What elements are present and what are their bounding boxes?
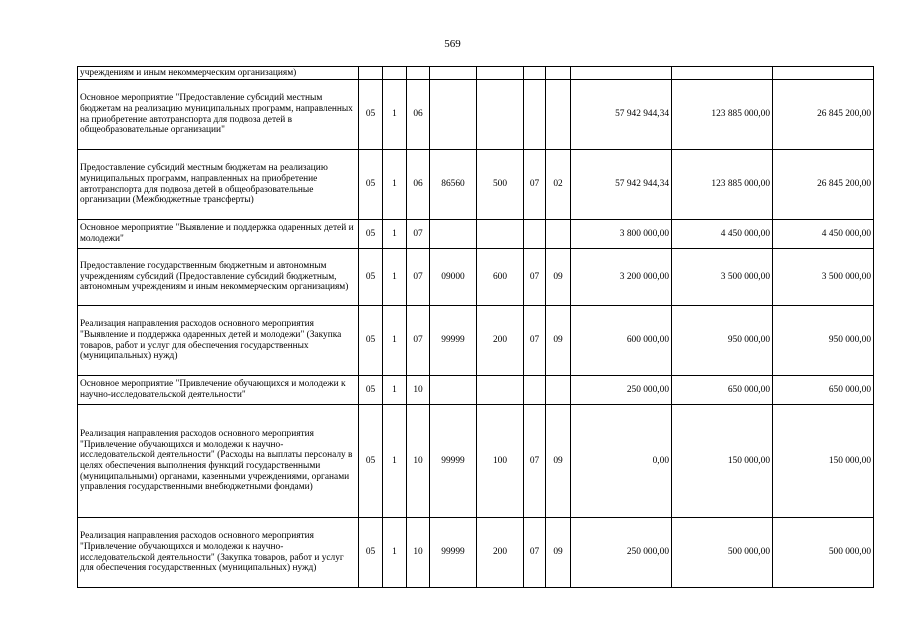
code-section: 07	[524, 405, 546, 518]
code-subsection	[546, 80, 571, 150]
code-activity: 06	[407, 80, 430, 150]
amount-year-1: 0,00	[571, 405, 672, 518]
amount-year-3	[773, 67, 874, 80]
code-subprogram: 1	[383, 150, 407, 220]
code-subsection	[546, 67, 571, 80]
table-row	[78, 67, 874, 80]
code-expense-type: 200	[477, 306, 524, 376]
code-activity: 07	[407, 249, 430, 306]
amount-year-2: 500 000,00	[672, 518, 773, 588]
code-subprogram: 1	[383, 249, 407, 306]
code-direction: 99999	[430, 306, 477, 376]
table-row	[78, 306, 874, 376]
code-subprogram: 1	[383, 376, 407, 405]
table-row	[78, 249, 874, 306]
code-section: 07	[524, 150, 546, 220]
code-activity: 07	[407, 220, 430, 249]
code-direction	[430, 80, 477, 150]
amount-year-1: 250 000,00	[571, 376, 672, 405]
code-section: 07	[524, 249, 546, 306]
code-section	[524, 376, 546, 405]
amount-year-3: 650 000,00	[773, 376, 874, 405]
code-program: 05	[359, 220, 383, 249]
row-description: Реализация направления расходов основного мероприятия "Привлечение обучающихся и молодежи к научно-исследовательской деятельности" (Закупка товаров, работ и услуг для обеспечения государственных (муниципальных) нужд)	[78, 518, 359, 588]
code-section	[524, 80, 546, 150]
code-program: 05	[359, 249, 383, 306]
amount-year-3: 4 450 000,00	[773, 220, 874, 249]
code-program: 05	[359, 518, 383, 588]
amount-year-3: 500 000,00	[773, 518, 874, 588]
code-activity: 07	[407, 306, 430, 376]
row-description: Реализация направления расходов основного мероприятия "Привлечение обучающихся и молодежи к научно-исследовательской деятельности" (Расходы на выплаты персоналу в целях обеспечения выполнения функций государственными (муниципальными) органами, казенными учреждениями, органами управления государственными внебюджетными фондами)	[78, 405, 359, 518]
code-expense-type: 100	[477, 405, 524, 518]
code-expense-type: 200	[477, 518, 524, 588]
code-subprogram: 1	[383, 405, 407, 518]
row-description: Реализация направления расходов основного мероприятия "Выявление и поддержка одаренных детей и молодежи" (Закупка товаров, работ и услуг для обеспечения государственных (муниципальных) нужд)	[78, 306, 359, 376]
amount-year-3: 150 000,00	[773, 405, 874, 518]
code-direction	[430, 376, 477, 405]
code-subprogram: 1	[383, 220, 407, 249]
row-description: Основное мероприятие "Предоставление субсидий местным бюджетам на реализацию муниципальных программ, направленных на приобретение автотранспорта для подвоза детей в общеобразовательные организации"	[78, 80, 359, 150]
code-expense-type	[477, 220, 524, 249]
code-subsection: 09	[546, 518, 571, 588]
amount-year-2: 123 885 000,00	[672, 80, 773, 150]
row-description: Предоставление субсидий местным бюджетам на реализацию муниципальных программ, направленных на приобретение автотранспорта для подвоза детей в общеобразовательные организации (Межбюджетные трансферты)	[78, 150, 359, 220]
code-subsection	[546, 220, 571, 249]
table-row	[78, 518, 874, 588]
amount-year-1: 57 942 944,34	[571, 80, 672, 150]
code-activity: 10	[407, 376, 430, 405]
code-program: 05	[359, 405, 383, 518]
amount-year-1: 3 800 000,00	[571, 220, 672, 249]
amount-year-3: 950 000,00	[773, 306, 874, 376]
table-row	[78, 376, 874, 405]
table-row	[78, 150, 874, 220]
code-activity: 10	[407, 518, 430, 588]
table-row	[78, 405, 874, 518]
code-program: 05	[359, 376, 383, 405]
amount-year-2: 3 500 000,00	[672, 249, 773, 306]
code-program: 05	[359, 306, 383, 376]
code-subsection	[546, 376, 571, 405]
code-expense-type	[477, 80, 524, 150]
row-description: Предоставление государственным бюджетным и автономным учреждениям субсидий (Предоставление субсидий бюджетным, автономным учреждениям и иным некоммерческим организациям)	[78, 249, 359, 306]
amount-year-2: 650 000,00	[672, 376, 773, 405]
code-activity: 10	[407, 405, 430, 518]
code-direction: 99999	[430, 405, 477, 518]
amount-year-2: 150 000,00	[672, 405, 773, 518]
budget-table	[77, 66, 874, 588]
amount-year-3: 26 845 200,00	[773, 150, 874, 220]
amount-year-2: 123 885 000,00	[672, 150, 773, 220]
code-direction: 86560	[430, 150, 477, 220]
code-program: 05	[359, 150, 383, 220]
table-row	[78, 220, 874, 249]
row-description: Основное мероприятие "Выявление и поддержка одаренных детей и молодежи"	[78, 220, 359, 249]
code-subsection: 09	[546, 306, 571, 376]
code-program	[359, 67, 383, 80]
amount-year-1: 600 000,00	[571, 306, 672, 376]
amount-year-3: 26 845 200,00	[773, 80, 874, 150]
code-program: 05	[359, 80, 383, 150]
amount-year-2: 950 000,00	[672, 306, 773, 376]
code-direction: 09000	[430, 249, 477, 306]
page-number: 569	[444, 38, 461, 50]
code-subsection: 09	[546, 249, 571, 306]
code-expense-type	[477, 67, 524, 80]
amount-year-1: 3 200 000,00	[571, 249, 672, 306]
amount-year-2: 4 450 000,00	[672, 220, 773, 249]
code-subprogram: 1	[383, 80, 407, 150]
code-activity: 06	[407, 150, 430, 220]
code-subprogram	[383, 67, 407, 80]
amount-year-2	[672, 67, 773, 80]
code-subsection: 09	[546, 405, 571, 518]
code-expense-type	[477, 376, 524, 405]
code-expense-type: 600	[477, 249, 524, 306]
table-row	[78, 80, 874, 150]
code-subprogram: 1	[383, 518, 407, 588]
amount-year-1	[571, 67, 672, 80]
code-direction	[430, 220, 477, 249]
code-section	[524, 220, 546, 249]
amount-year-3: 3 500 000,00	[773, 249, 874, 306]
amount-year-1: 250 000,00	[571, 518, 672, 588]
code-activity	[407, 67, 430, 80]
code-section: 07	[524, 306, 546, 376]
code-subsection: 02	[546, 150, 571, 220]
code-section: 07	[524, 518, 546, 588]
code-section	[524, 67, 546, 80]
amount-year-1: 57 942 944,34	[571, 150, 672, 220]
row-description: Основное мероприятие "Привлечение обучающихся и молодежи к научно-исследовательской деятельности"	[78, 376, 359, 405]
code-direction: 99999	[430, 518, 477, 588]
row-description: учреждениям и иным некоммерческим организациям)	[78, 67, 359, 80]
code-direction	[430, 67, 477, 80]
code-expense-type: 500	[477, 150, 524, 220]
code-subprogram: 1	[383, 306, 407, 376]
